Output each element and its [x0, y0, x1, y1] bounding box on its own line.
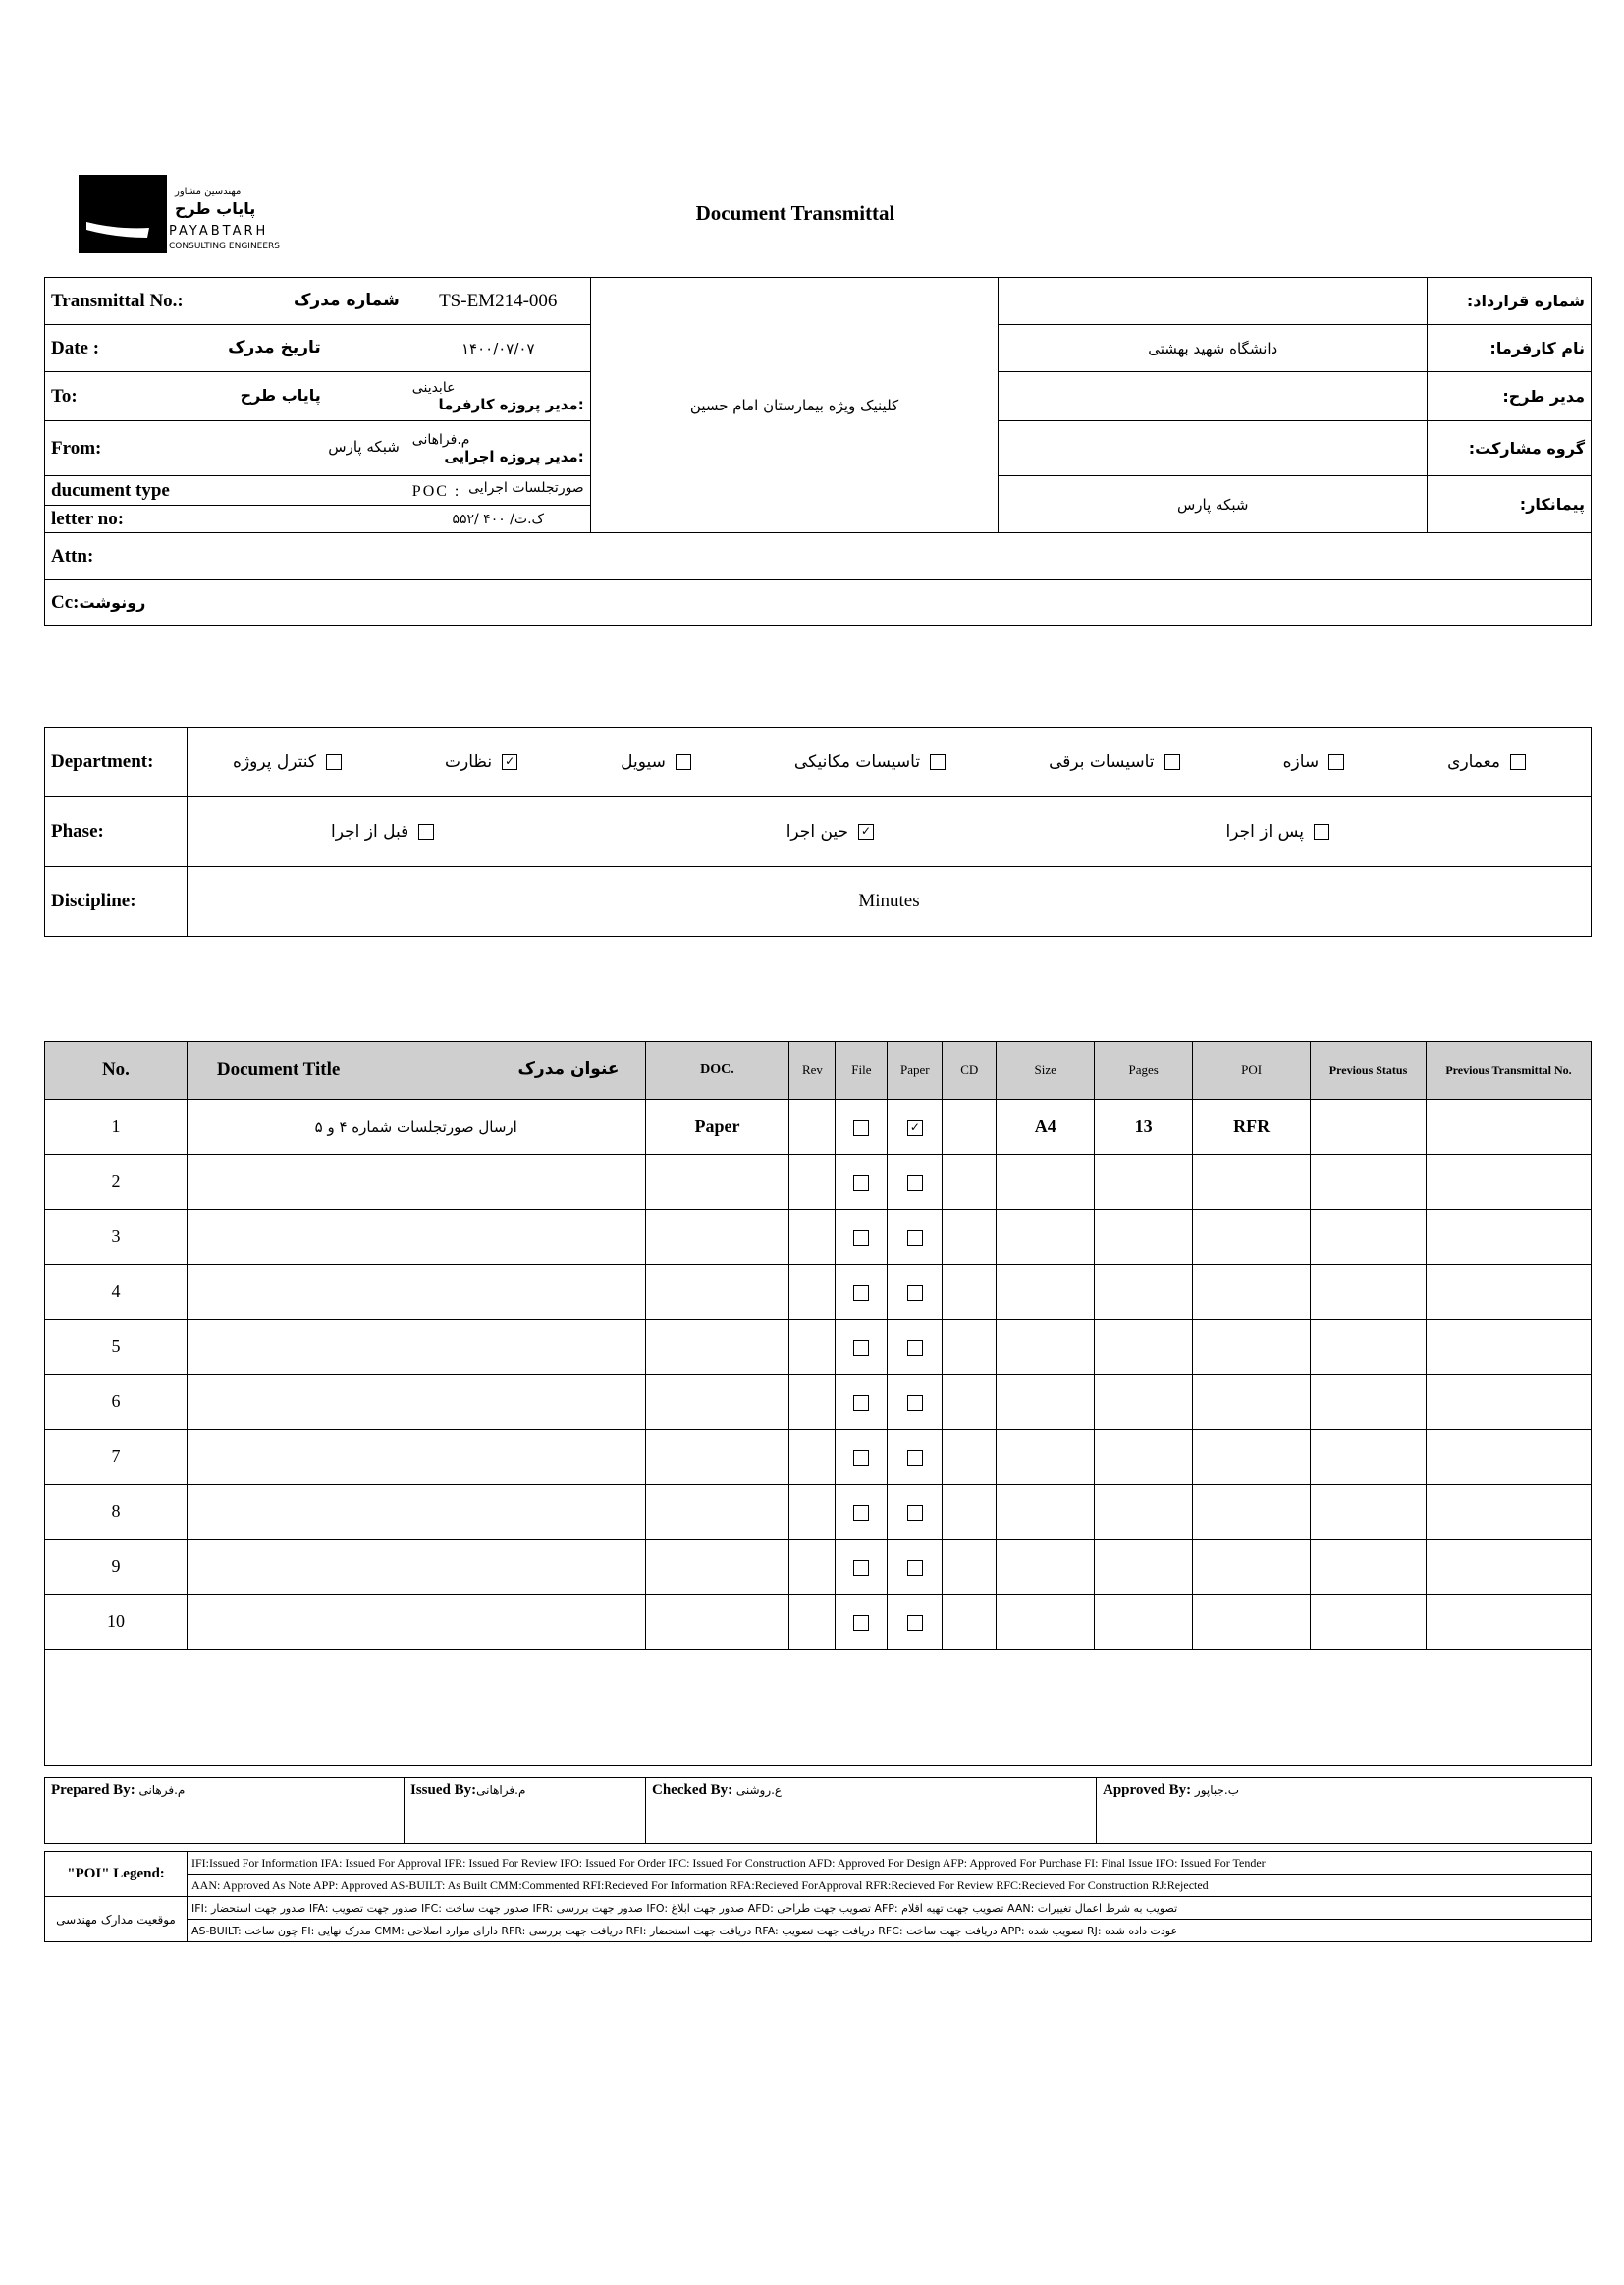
from-value: شبکه پارس	[328, 437, 400, 456]
row-prev-status[interactable]	[1311, 1595, 1427, 1650]
row-poi[interactable]	[1193, 1485, 1311, 1540]
logo-mark-icon	[79, 175, 167, 253]
logo-latin-sub: CONSULTING ENGINEERS	[169, 242, 281, 251]
row-doc[interactable]	[645, 1430, 789, 1485]
cc-fa: رونوشت	[79, 592, 146, 612]
contractor-value[interactable]: شبکه پارس	[999, 476, 1428, 533]
date-label: Date :	[51, 337, 100, 358]
row-doc[interactable]: Paper	[645, 1100, 789, 1155]
row-paper-checkbox[interactable]	[907, 1175, 923, 1191]
row-size[interactable]	[997, 1155, 1095, 1210]
checked-value[interactable]: ع.روشنی	[735, 1783, 783, 1797]
row-file	[836, 1210, 888, 1265]
employer-value[interactable]: دانشگاه شهید بهشتی	[999, 325, 1428, 372]
row-pages[interactable]	[1095, 1320, 1193, 1375]
row-cd[interactable]	[943, 1100, 997, 1155]
row-rev[interactable]	[789, 1595, 836, 1650]
row-prev-transmittal[interactable]	[1427, 1375, 1592, 1430]
row-file	[836, 1595, 888, 1650]
col-title-fa: عنوان مدرک	[517, 1060, 620, 1079]
row-file	[836, 1100, 888, 1155]
prepared-value[interactable]: م.فرهانی	[138, 1783, 186, 1797]
row-paper-checkbox[interactable]	[907, 1615, 923, 1631]
letter-no-label: letter no:	[45, 506, 406, 533]
row-prev-transmittal[interactable]	[1427, 1485, 1592, 1540]
row-prev-status[interactable]	[1311, 1100, 1427, 1155]
doc-type-fa: صورتجلسات اجرایی	[468, 479, 584, 496]
phase-checkbox[interactable]	[1314, 824, 1329, 840]
department-checkbox[interactable]	[676, 754, 691, 770]
row-size[interactable]	[997, 1265, 1095, 1320]
row-file	[836, 1540, 888, 1595]
issued-label: Issued By:	[410, 1782, 477, 1798]
documents-table	[44, 1041, 1592, 1766]
from-role-label: مدیر پروژه اجرایی:	[444, 447, 584, 465]
row-file-checkbox[interactable]	[853, 1230, 869, 1246]
row-rev[interactable]	[789, 1375, 836, 1430]
row-paper-checkbox[interactable]: ✓	[907, 1120, 923, 1136]
row-paper	[888, 1210, 943, 1265]
row-size[interactable]	[997, 1540, 1095, 1595]
row-title[interactable]	[187, 1540, 645, 1595]
row-poi[interactable]	[1193, 1595, 1311, 1650]
transmittal-no-value[interactable]: TS-EM214-006	[406, 278, 590, 325]
row-number: 4	[45, 1265, 188, 1320]
department-option-label: معماری	[1447, 752, 1500, 772]
from-label: From:	[51, 437, 102, 459]
row-size[interactable]	[997, 1210, 1095, 1265]
row-file-checkbox[interactable]	[853, 1175, 869, 1191]
classification-table	[44, 727, 1592, 937]
col-cd: CD	[943, 1042, 997, 1100]
logo-latin-name: PAYABTARH	[169, 224, 269, 239]
department-label: Department:	[45, 728, 188, 797]
document-row	[45, 1595, 1592, 1650]
document-row	[45, 1155, 1592, 1210]
row-pages[interactable]	[1095, 1430, 1193, 1485]
col-poi: POI	[1193, 1042, 1311, 1100]
contract-no-label: شماره قرارداد:	[1428, 278, 1592, 325]
document-row	[45, 1485, 1592, 1540]
row-prev-status[interactable]	[1311, 1320, 1427, 1375]
documents-notes-row	[45, 1650, 1592, 1766]
to-cell	[45, 372, 406, 421]
row-number: 9	[45, 1540, 188, 1595]
row-poi[interactable]	[1193, 1375, 1311, 1430]
department-option-list	[193, 752, 1585, 772]
project-name: کلینیک ویژه بیمارستان امام حسین	[590, 278, 999, 533]
row-title[interactable]	[187, 1320, 645, 1375]
document-row	[45, 1265, 1592, 1320]
transmittal-header-table	[44, 277, 1592, 626]
row-poi[interactable]	[1193, 1430, 1311, 1485]
department-option[interactable]	[1049, 752, 1179, 772]
transmittal-no-fa: شماره مدرک	[294, 290, 400, 310]
row-poi[interactable]	[1193, 1210, 1311, 1265]
row-paper	[888, 1485, 943, 1540]
attn-value[interactable]	[406, 533, 1591, 580]
attn-label: Attn:	[45, 533, 406, 580]
row-file-checkbox[interactable]	[853, 1395, 869, 1411]
doc-type-label: ducument type	[45, 476, 406, 506]
row-prev-transmittal[interactable]	[1427, 1100, 1592, 1155]
row-pages[interactable]: 13	[1095, 1100, 1193, 1155]
row-title[interactable]	[187, 1155, 645, 1210]
row-file	[836, 1155, 888, 1210]
to-person-cell	[406, 372, 590, 421]
row-prev-status[interactable]	[1311, 1540, 1427, 1595]
fa-legend-label: موقعیت مدارک مهندسی	[45, 1897, 188, 1942]
to-value: پایاب طرح	[240, 385, 321, 405]
row-poi[interactable]	[1193, 1540, 1311, 1595]
row-paper	[888, 1430, 943, 1485]
date-value[interactable]: ۱۴۰۰/۰۷/۰۷	[406, 325, 590, 372]
row-size[interactable]	[997, 1430, 1095, 1485]
prepared-cell	[45, 1778, 405, 1844]
col-prev-status: Previous Status	[1311, 1042, 1427, 1100]
row-pages[interactable]	[1095, 1210, 1193, 1265]
department-checkbox[interactable]	[1328, 754, 1344, 770]
row-doc[interactable]	[645, 1210, 789, 1265]
row-poi[interactable]	[1193, 1265, 1311, 1320]
row-number: 6	[45, 1375, 188, 1430]
col-title-en: Document Title	[216, 1060, 341, 1080]
row-number: 10	[45, 1595, 188, 1650]
row-rev[interactable]	[789, 1430, 836, 1485]
row-title[interactable]	[187, 1375, 645, 1430]
row-file-checkbox[interactable]	[853, 1615, 869, 1631]
to-person: عابدینی	[411, 379, 456, 396]
row-cd[interactable]	[943, 1485, 997, 1540]
row-title[interactable]: ارسال صورتجلسات شماره ۴ و ۵	[187, 1100, 645, 1155]
date-fa: تاریخ مدرک	[228, 337, 321, 357]
row-file-checkbox[interactable]	[853, 1505, 869, 1521]
department-checkbox[interactable]	[930, 754, 946, 770]
row-pages[interactable]	[1095, 1265, 1193, 1320]
row-number: 2	[45, 1155, 188, 1210]
row-cd[interactable]	[943, 1540, 997, 1595]
row-file	[836, 1485, 888, 1540]
row-doc[interactable]	[645, 1485, 789, 1540]
row-size[interactable]: A4	[997, 1100, 1095, 1155]
row-rev[interactable]	[789, 1540, 836, 1595]
row-number: 8	[45, 1485, 188, 1540]
approved-label: Approved By:	[1103, 1782, 1192, 1798]
row-paper	[888, 1595, 943, 1650]
document-row	[45, 1210, 1592, 1265]
logo-persian-top: مهندسین مشاور	[175, 187, 242, 197]
row-file-checkbox[interactable]	[853, 1450, 869, 1466]
document-row	[45, 1100, 1592, 1155]
row-size[interactable]	[997, 1595, 1095, 1650]
department-checkbox[interactable]: ✓	[502, 754, 517, 770]
poi-legend-line-2: AAN: Approved As Note APP: Approved AS-BUILT: As Built CMM:Commented RFI:Recieved For Information RFA:Recieved ForApproval RFR:Recieved For Review RFC:Recieved For Construction RJ:Rejected	[188, 1875, 1592, 1897]
department-checkbox[interactable]	[326, 754, 342, 770]
row-paper	[888, 1100, 943, 1155]
discipline-value[interactable]: Minutes	[188, 867, 1592, 937]
row-paper-checkbox[interactable]	[907, 1450, 923, 1466]
issued-value[interactable]: م.فراهانی	[476, 1783, 526, 1797]
col-title	[187, 1042, 645, 1100]
approved-cell	[1097, 1778, 1592, 1844]
row-title[interactable]	[187, 1265, 645, 1320]
row-prev-transmittal[interactable]	[1427, 1265, 1592, 1320]
row-number: 3	[45, 1210, 188, 1265]
phase-option[interactable]	[786, 822, 874, 842]
phase-options	[188, 797, 1592, 867]
col-doc: DOC.	[645, 1042, 789, 1100]
transmittal-no-cell	[45, 278, 406, 325]
row-paper-checkbox[interactable]	[907, 1560, 923, 1576]
department-option-label: کنترل پروژه	[233, 752, 316, 772]
department-options	[188, 728, 1592, 797]
fa-legend-line-2: AS-BUILT: چون ساخت FI: مدرک نهایی CMM: دارای موارد اصلاحی RFR: دریافت جهت بررسی RFI: دریافت جهت استحضار RFA: دریافت جهت تصویب RFC: دریافت جهت ساخت APP: تصویب شده RJ: عودت داده شده	[188, 1920, 1592, 1942]
doc-type-value: POC :	[411, 482, 461, 500]
row-pages[interactable]	[1095, 1375, 1193, 1430]
row-cd[interactable]	[943, 1265, 997, 1320]
row-pages[interactable]	[1095, 1155, 1193, 1210]
row-file	[836, 1375, 888, 1430]
row-prev-status[interactable]	[1311, 1485, 1427, 1540]
row-size[interactable]	[997, 1375, 1095, 1430]
row-title[interactable]	[187, 1595, 645, 1650]
row-doc[interactable]	[645, 1265, 789, 1320]
row-pages[interactable]	[1095, 1595, 1193, 1650]
row-prev-transmittal[interactable]	[1427, 1210, 1592, 1265]
row-size[interactable]	[997, 1485, 1095, 1540]
from-person: م.فراهانی	[411, 431, 470, 448]
documents-body	[45, 1100, 1592, 1650]
documents-notes[interactable]	[45, 1650, 1592, 1766]
contractor-label: پیمانکار:	[1428, 476, 1592, 533]
row-cd[interactable]	[943, 1320, 997, 1375]
issued-cell	[405, 1778, 646, 1844]
row-doc[interactable]	[645, 1540, 789, 1595]
cc-cell	[45, 580, 406, 626]
row-pages[interactable]	[1095, 1540, 1193, 1595]
cc-label: Cc:	[51, 591, 80, 613]
document-title: Document Transmittal	[695, 201, 895, 225]
phase-label: Phase:	[45, 797, 188, 867]
col-pages: Pages	[1095, 1042, 1193, 1100]
row-prev-transmittal[interactable]	[1427, 1595, 1592, 1650]
row-doc[interactable]	[645, 1320, 789, 1375]
row-rev[interactable]	[789, 1265, 836, 1320]
row-prev-status[interactable]	[1311, 1265, 1427, 1320]
row-number: 5	[45, 1320, 188, 1375]
row-prev-transmittal[interactable]	[1427, 1540, 1592, 1595]
transmittal-no-label: Transmittal No.:	[51, 290, 184, 311]
department-option[interactable]	[445, 752, 517, 772]
logo-persian-name: پایاب طرح	[175, 199, 256, 218]
row-paper-checkbox[interactable]	[907, 1395, 923, 1411]
designer-label: مدیر طرح:	[1428, 372, 1592, 421]
row-prev-transmittal[interactable]	[1427, 1430, 1592, 1485]
row-cd[interactable]	[943, 1155, 997, 1210]
poi-legend-line-1: IFI:Issued For Information IFA: Issued For Approval IFR: Issued For Review IFO: Issued For Order IFC: Issued For Construction AFD: Approved For Design AFP: Approved For Purchase FI: Final Issue IFO: Issued For Tender	[188, 1852, 1592, 1875]
phase-option-list	[193, 822, 1585, 842]
department-option[interactable]	[233, 752, 342, 772]
row-title[interactable]	[187, 1210, 645, 1265]
fa-legend-line-1: IFI: صدور جهت استحضار IFA: صدور جهت تصویب IFC: صدور جهت ساخت IFR: صدور جهت بررسی IFO: صدور جهت ابلاغ AFD: تصویب جهت طراحی AFP: تصویب جهت تهیه اقلام AAN: تصویب به شرط اعمال تغییرات	[188, 1897, 1592, 1920]
row-prev-status[interactable]	[1311, 1430, 1427, 1485]
row-paper	[888, 1540, 943, 1595]
row-file-checkbox[interactable]	[853, 1560, 869, 1576]
row-file-checkbox[interactable]	[853, 1285, 869, 1301]
approved-value[interactable]: ب.جباپور	[1194, 1783, 1240, 1797]
phase-checkbox[interactable]	[418, 824, 434, 840]
row-paper-checkbox[interactable]	[907, 1285, 923, 1301]
row-pages[interactable]	[1095, 1485, 1193, 1540]
row-paper-checkbox[interactable]	[907, 1505, 923, 1521]
row-title[interactable]	[187, 1485, 645, 1540]
row-cd[interactable]	[943, 1595, 997, 1650]
row-rev[interactable]	[789, 1155, 836, 1210]
row-paper-checkbox[interactable]	[907, 1340, 923, 1356]
employer-label: نام کارفرما:	[1428, 325, 1592, 372]
row-paper	[888, 1375, 943, 1430]
row-cd[interactable]	[943, 1210, 997, 1265]
row-prev-transmittal[interactable]	[1427, 1320, 1592, 1375]
col-paper: Paper	[888, 1042, 943, 1100]
row-file-checkbox[interactable]	[853, 1120, 869, 1136]
documents-header-row	[45, 1042, 1592, 1100]
from-cell	[45, 421, 406, 476]
row-poi[interactable]: RFR	[1193, 1100, 1311, 1155]
designer-value[interactable]	[999, 372, 1428, 421]
department-option[interactable]	[1283, 752, 1345, 772]
row-rev[interactable]	[789, 1320, 836, 1375]
to-role-label: مدیر پروژه کارفرما:	[438, 395, 584, 413]
partnership-value[interactable]	[999, 421, 1428, 476]
phase-option[interactable]	[331, 822, 434, 842]
row-poi[interactable]	[1193, 1155, 1311, 1210]
department-option-label: نظارت	[445, 752, 493, 772]
prepared-label: Prepared By:	[51, 1782, 135, 1798]
row-number: 1	[45, 1100, 188, 1155]
department-checkbox[interactable]	[1164, 754, 1180, 770]
row-doc[interactable]	[645, 1595, 789, 1650]
row-number: 7	[45, 1430, 188, 1485]
department-option-label: سیویل	[621, 752, 666, 772]
row-size[interactable]	[997, 1320, 1095, 1375]
col-file: File	[836, 1042, 888, 1100]
phase-option-label: قبل از اجرا	[331, 822, 409, 842]
department-option-label: سازه	[1282, 752, 1320, 772]
department-option[interactable]	[1447, 752, 1526, 772]
document-row	[45, 1320, 1592, 1375]
col-rev: Rev	[789, 1042, 836, 1100]
partnership-label: گروه مشارکت:	[1428, 421, 1592, 476]
row-rev[interactable]	[789, 1100, 836, 1155]
from-person-cell	[406, 421, 590, 476]
contract-no-value[interactable]	[999, 278, 1428, 325]
row-rev[interactable]	[789, 1485, 836, 1540]
row-prev-status[interactable]	[1311, 1155, 1427, 1210]
row-prev-status[interactable]	[1311, 1210, 1427, 1265]
phase-checkbox[interactable]: ✓	[858, 824, 874, 840]
discipline-label: Discipline:	[45, 867, 188, 937]
department-option[interactable]	[794, 752, 946, 772]
row-cd[interactable]	[943, 1430, 997, 1485]
document-row	[45, 1375, 1592, 1430]
legend-table	[44, 1851, 1592, 1942]
department-option[interactable]	[621, 752, 691, 772]
to-label: To:	[51, 385, 78, 407]
row-doc[interactable]	[645, 1375, 789, 1430]
cc-value[interactable]	[406, 580, 1591, 626]
department-option-label: تاسیسات مکانیکی	[793, 752, 921, 772]
col-no: No.	[45, 1042, 188, 1100]
col-prev-transmittal: Previous Transmittal No.	[1427, 1042, 1592, 1100]
row-file-checkbox[interactable]	[853, 1340, 869, 1356]
department-checkbox[interactable]	[1510, 754, 1526, 770]
checked-label: Checked By:	[652, 1782, 733, 1798]
document-row	[45, 1430, 1592, 1485]
poi-legend-label: "POI" Legend:	[45, 1852, 188, 1897]
row-prev-status[interactable]	[1311, 1375, 1427, 1430]
row-poi[interactable]	[1193, 1320, 1311, 1375]
row-file	[836, 1430, 888, 1485]
date-cell	[45, 325, 406, 372]
row-file	[836, 1265, 888, 1320]
row-paper	[888, 1265, 943, 1320]
doc-type-cell	[406, 476, 590, 506]
letter-no-value[interactable]: ۵۵۲/ ک.ت/ ۴۰۰	[406, 506, 590, 533]
row-title[interactable]	[187, 1430, 645, 1485]
department-option-label: تاسیسات برقی	[1049, 752, 1155, 772]
row-prev-transmittal[interactable]	[1427, 1155, 1592, 1210]
phase-option[interactable]	[1226, 822, 1329, 842]
row-paper	[888, 1320, 943, 1375]
row-cd[interactable]	[943, 1375, 997, 1430]
row-doc[interactable]	[645, 1155, 789, 1210]
document-row	[45, 1540, 1592, 1595]
phase-option-label: حین اجرا	[785, 822, 849, 842]
row-rev[interactable]	[789, 1210, 836, 1265]
row-paper-checkbox[interactable]	[907, 1230, 923, 1246]
row-paper	[888, 1155, 943, 1210]
company-logo	[79, 175, 304, 263]
row-file	[836, 1320, 888, 1375]
phase-option-label: پس از اجرا	[1225, 822, 1304, 842]
checked-cell	[646, 1778, 1097, 1844]
col-size: Size	[997, 1042, 1095, 1100]
signatures-table	[44, 1777, 1592, 1844]
